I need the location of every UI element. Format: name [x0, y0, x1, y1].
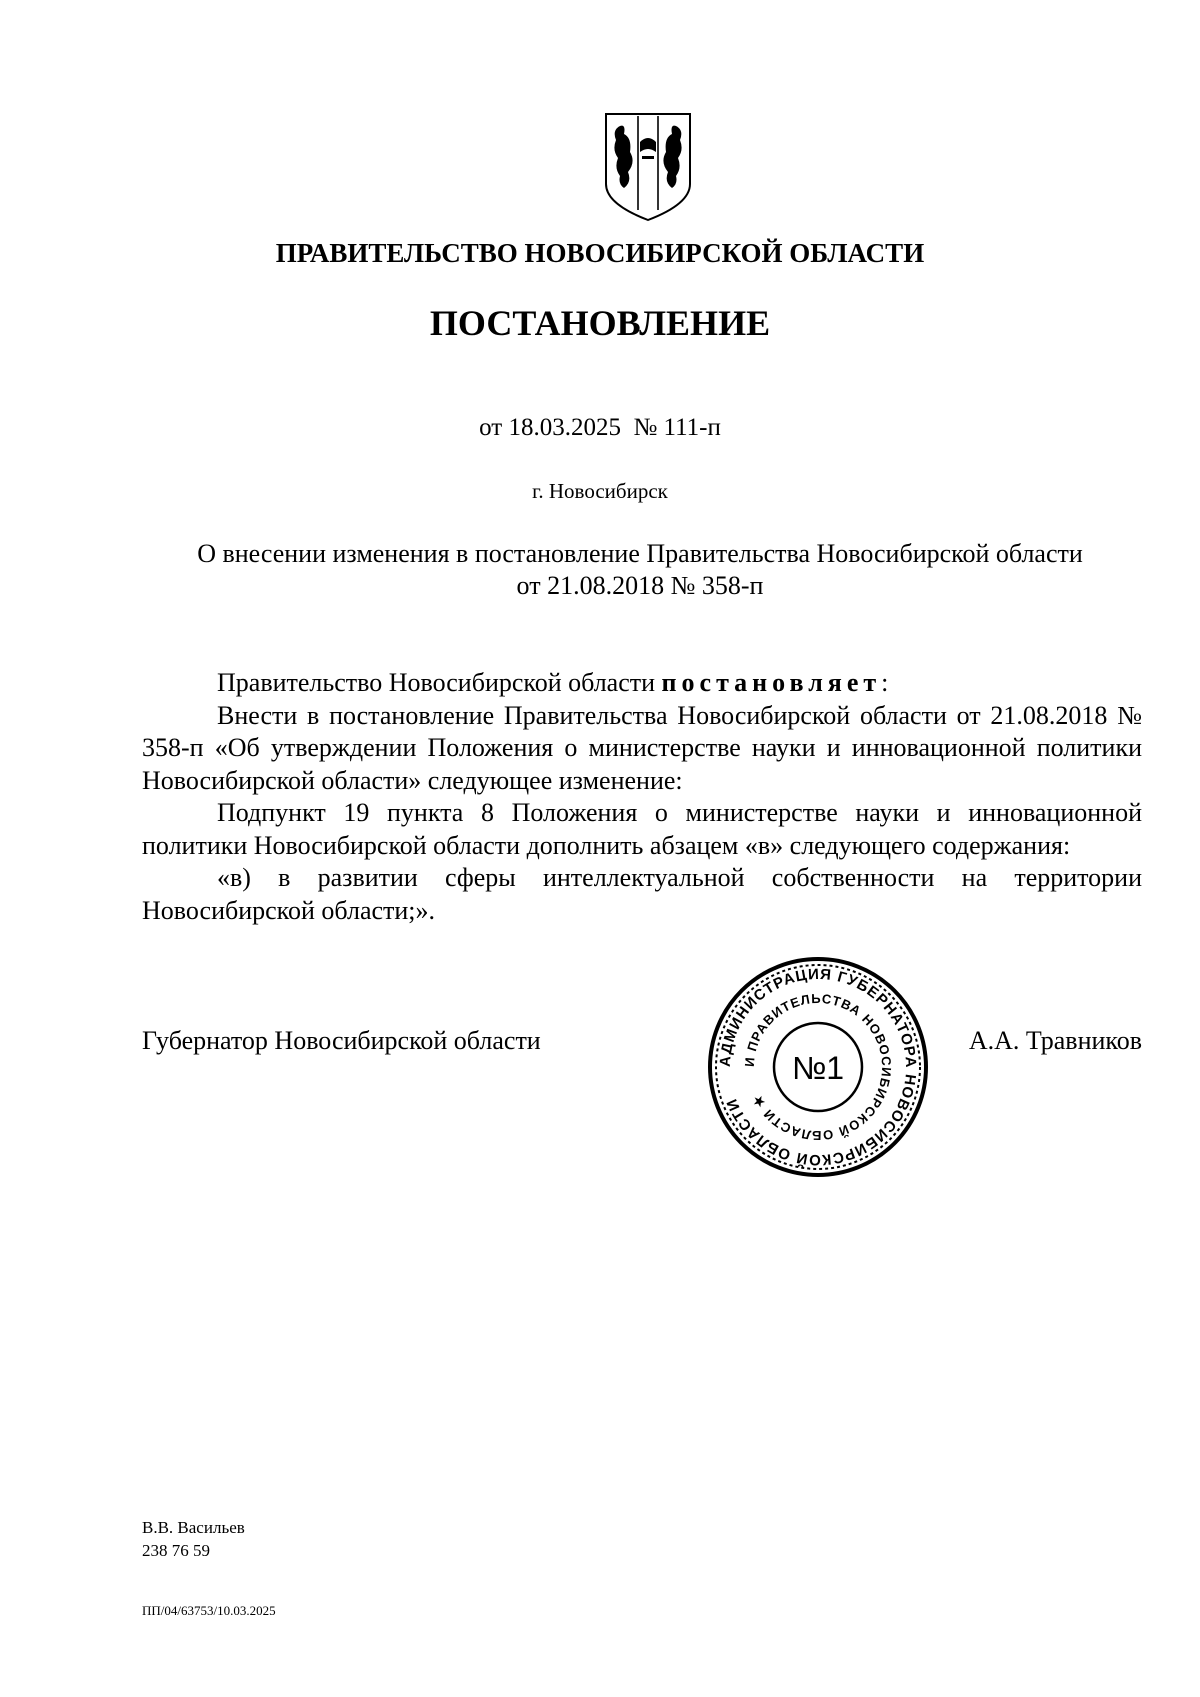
document-city: г. Новосибирск [532, 479, 668, 503]
signatory-name: А.А. Травников [968, 1026, 1142, 1055]
intro-end: : [881, 668, 889, 697]
svg-text:АДМИНИСТРАЦИЯ ГУБЕРНАТОРА НОВО: АДМИНИСТРАЦИЯ ГУБЕРНАТОРА НОВОСИБИРСКОЙ ОБЛАСТИ [716, 965, 920, 1169]
organization-title: ПРАВИТЕЛЬСТВО НОВОСИБИРСКОЙ ОБЛАСТИ [275, 238, 925, 268]
subject-line-1: О внесении изменения в постановление Правительства Новосибирской области [197, 539, 1083, 568]
stamp-number: №1 [791, 1050, 845, 1086]
svg-text:И ПРАВИТЕЛЬСТВА НОВОСИБИРСКОЙ: И ПРАВИТЕЛЬСТВА НОВОСИБИРСКОЙ ОБЛАСТИ ★ [741, 990, 895, 1144]
intro-text: Правительство Новосибирской области [217, 668, 662, 697]
subject-line-2: от 21.08.2018 № 358-п [516, 571, 764, 600]
document-body [142, 667, 1142, 927]
executor-name: В.В. Васильев [142, 1518, 245, 1537]
document-registry-code: ПП/04/63753/10.03.2025 [142, 1603, 276, 1618]
resolves-word: постановляет [661, 668, 882, 697]
official-round-seal-icon [706, 955, 930, 1179]
document-subject [140, 538, 1140, 602]
signatory-position: Губернатор Новосибирской области [142, 1026, 541, 1055]
body-paragraph-amendment: Внести в постановление Правительства Новосибирской области от 21.08.2018 № 358-п «Об утверждении Положения о министерстве науки и инновационной политики Новосибирской области» следующее изменение: [142, 700, 1142, 795]
body-paragraph-new-clause: «в) в развитии сферы интеллектуальной собственности на территории Новосибирской области;». [142, 863, 1142, 925]
body-paragraph-subclause: Подпункт 19 пункта 8 Положения о министерстве науки и инновационной политики Новосибирской области дополнить абзацем «в» следующего содержания: [142, 798, 1142, 860]
novosibirsk-coat-of-arms-icon [602, 112, 694, 222]
document-type-heading: ПОСТАНОВЛЕНИЕ [429, 303, 771, 343]
resolution-intro [142, 667, 1142, 700]
document-date-number: от 18.03.2025 № 111-п [479, 414, 721, 441]
executor-phone: 238 76 59 [142, 1541, 210, 1560]
